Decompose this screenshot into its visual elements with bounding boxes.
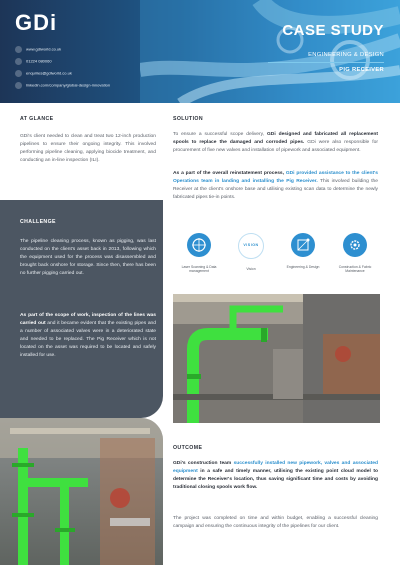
header-banner: [0, 0, 400, 103]
engineering-icon: [291, 233, 315, 257]
solution-text-c: GDi were also responsible for procurement of five new valves and installation of pipework and associated equipment.: [173, 139, 378, 153]
solution-paragraph-2: [173, 170, 378, 202]
contact-email[interactable]: enquiries@gdiworld.co.uk: [15, 70, 72, 77]
outcome-heading: OUTCOME: [173, 445, 203, 451]
service-label: Vision: [246, 267, 256, 271]
solution-text-a: To ensure a successful scope delivery,: [173, 132, 267, 137]
gdi-logo: GDi: [15, 10, 58, 35]
service-construction: [331, 233, 379, 274]
challenge-bold-text: As part of the scope of work, inspection of the lines was carried out: [20, 313, 156, 326]
solution-text-f: This involved building the Receiver at the client's onshore base and utilising existing scan data to determine the newly fabricated pipes tie-in points.: [173, 178, 378, 200]
page-title: CASE STUDY: [282, 22, 384, 39]
contact-website[interactable]: www.gdiworld.co.uk: [15, 46, 61, 53]
outcome-paragraph-1: [173, 460, 378, 492]
solution-text-b: GDi designed and fabricated all replacement spools to replace the damaged and corroded pipes.: [173, 132, 378, 145]
outcome-text-a: GDi's construction team: [173, 461, 234, 466]
site-photo-right: [173, 294, 380, 423]
solution-text-e: GDi provided assistance to the client's Operations team in landing and installing the Pig Receiver.: [173, 171, 378, 184]
page-subtitle: ENGINEERING & DESIGN: [308, 52, 384, 58]
service-engineering: [279, 233, 327, 269]
site-photo-left: [0, 418, 163, 565]
gear-icon: [343, 233, 367, 257]
challenge-paragraph-2: [20, 312, 156, 359]
service-label: Construction & Fabric Maintenance: [338, 265, 372, 274]
challenge-panel: [0, 200, 163, 418]
solution-heading: SOLUTION: [173, 116, 204, 122]
service-laser-scanning: [175, 233, 223, 274]
glance-heading: AT GLANCE: [20, 116, 54, 122]
laser-scan-icon: [187, 233, 211, 257]
service-vision: [227, 233, 275, 271]
outcome-text-b: successfully installed new pipework, valves and associated equipment: [173, 461, 378, 474]
outcome-paragraph-2: The project was completed on time and within budget, enabling a successful cleaning campaign and ensuring the continuous integrity of the pipelines for our client.: [173, 516, 378, 529]
service-label: Engineering & Design: [286, 265, 320, 269]
mail-icon: [15, 70, 22, 77]
globe-icon: [15, 46, 22, 53]
vision-circle-text: VISION: [243, 243, 259, 247]
phone-icon: [15, 58, 22, 65]
challenge-rest-text: and it became evident that the existing pipes and a number of associated valves were in a deteriorated state and needed to be replaced. The Pig Receiver which is not located on the asset was required to be located and safely installed for use.: [20, 320, 156, 358]
challenge-paragraph-1: The pipeline cleaning process, known as pigging, was last conducted on the client's asset back in 2013, following which the equipment used for the process was disassembled and brought back onshore for storage. Since then, there has been no further pigging carried out.: [20, 239, 156, 276]
glance-text: GDi's client needed to clean and treat two 12-inch production pipelines to ensure their ongoing integrity. This involved performing pipeline cleaning, applying biocide treatment, and conducting an in-line inspection (ILI).: [20, 134, 156, 163]
linkedin-icon: [15, 82, 22, 89]
solution-text-d: As a part of the overall reinstatement process,: [173, 171, 286, 176]
contact-linkedin[interactable]: linkedin.com/company/global-design-innovation: [15, 82, 110, 89]
contact-phone[interactable]: 01224 080060: [15, 58, 52, 65]
solution-paragraph-1: [173, 131, 378, 155]
title-divider: [268, 62, 384, 63]
project-name: PIG RECEIVER: [339, 67, 384, 73]
challenge-heading: CHALLENGE: [20, 219, 56, 225]
service-label: Laser Scanning & Data management: [181, 265, 217, 274]
vision-icon: [238, 233, 264, 259]
outcome-text-c: in a safe and timely manner, utilising the existing point cloud model to determine the Receiver's location, thus saving significant time and costs by avoiding traditional closing spools work flow.: [173, 468, 378, 490]
